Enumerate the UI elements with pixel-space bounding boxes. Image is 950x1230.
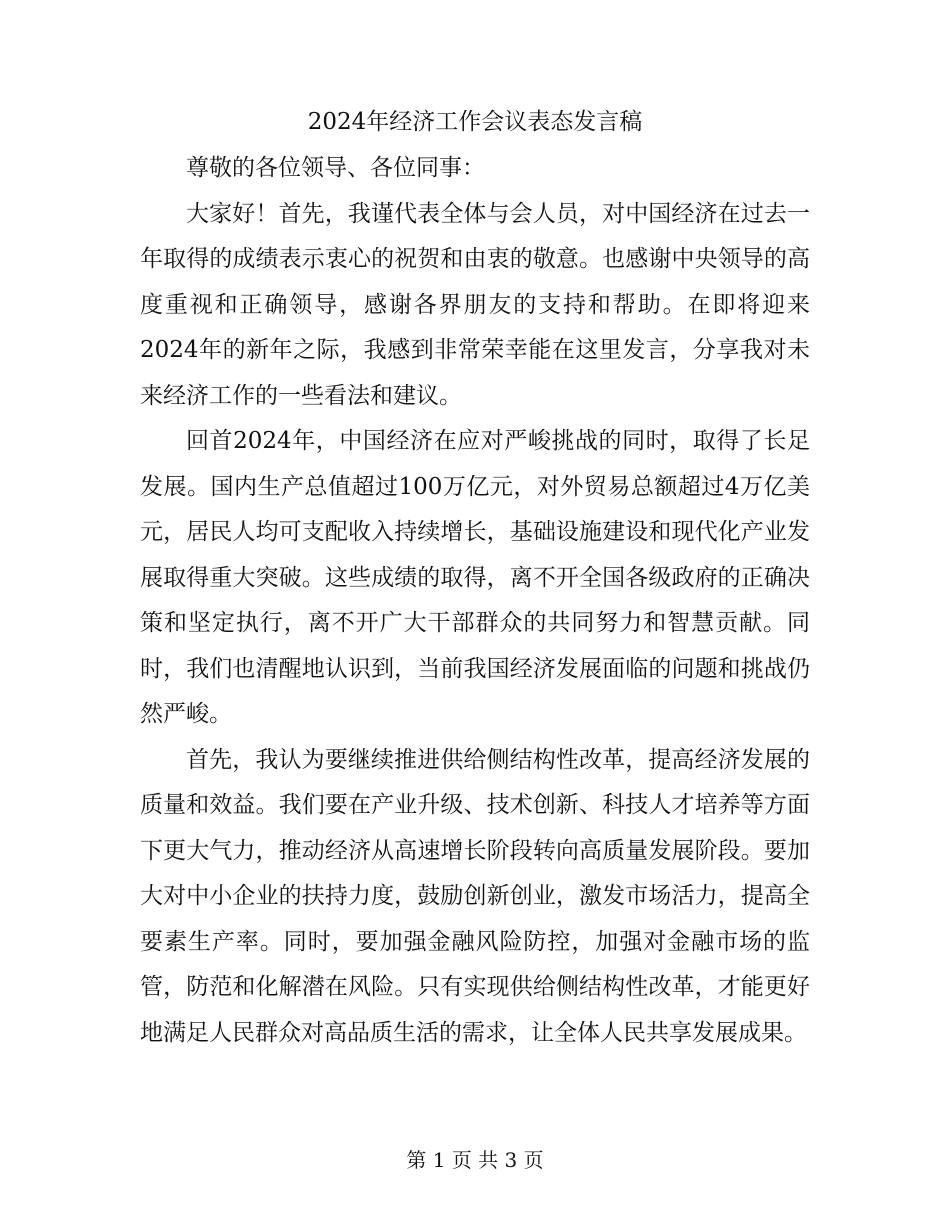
document-title: 2024年经济工作会议表态发言稿 [307, 109, 643, 135]
paragraph-review: 回首2024年，中国经济在应对严峻挑战的同时，取得了长足发展。国内生产总值超过100万亿元，对外贸易总额超过4万亿美元，居民人均可支配收入持续增长，基础设施建设和现代化产业发展取得重大突破。这些成绩的取得，离不开全国各级政府的正确决策和坚定执行，离不开广大干部群众的共同努力和智慧贡献。同时，我们也清醒地认识到，当前我国经济发展面临的问题和挑战仍然严峻。 [140, 428, 810, 727]
page-number-footer: 第 1 页 共 3 页 [406, 1148, 544, 1172]
salutation: 尊敬的各位领导、各位同事： [186, 155, 485, 181]
paragraph-opening: 大家好！首先，我谨代表全体与会人员，对中国经济在过去一年取得的成绩表示衷心的祝贺和由衷的敬意。也感谢中央领导的高度重视和正确领导，感谢各界朋友的支持和帮助。在即将迎来2024年的新年之际，我感到非常荣幸能在这里发言，分享我对未来经济工作的一些看法和建议。 [140, 200, 810, 409]
document-body [140, 146, 810, 1056]
paragraph-reform: 首先，我认为要继续推进供给侧结构性改革，提高经济发展的质量和效益。我们要在产业升级、技术创新、科技人才培养等方面下更大气力，推动经济从高速增长阶段转向高质量发展阶段。要加大对中小企业的扶持力度，鼓励创新创业，激发市场活力，提高全要素生产率。同时，要加强金融风险防控，加强对金融市场的监管，防范和化解潜在风险。只有实现供给侧结构性改革，才能更好地满足人民群众对高品质生活的需求，让全体人民共享发展成果。 [140, 746, 810, 1046]
